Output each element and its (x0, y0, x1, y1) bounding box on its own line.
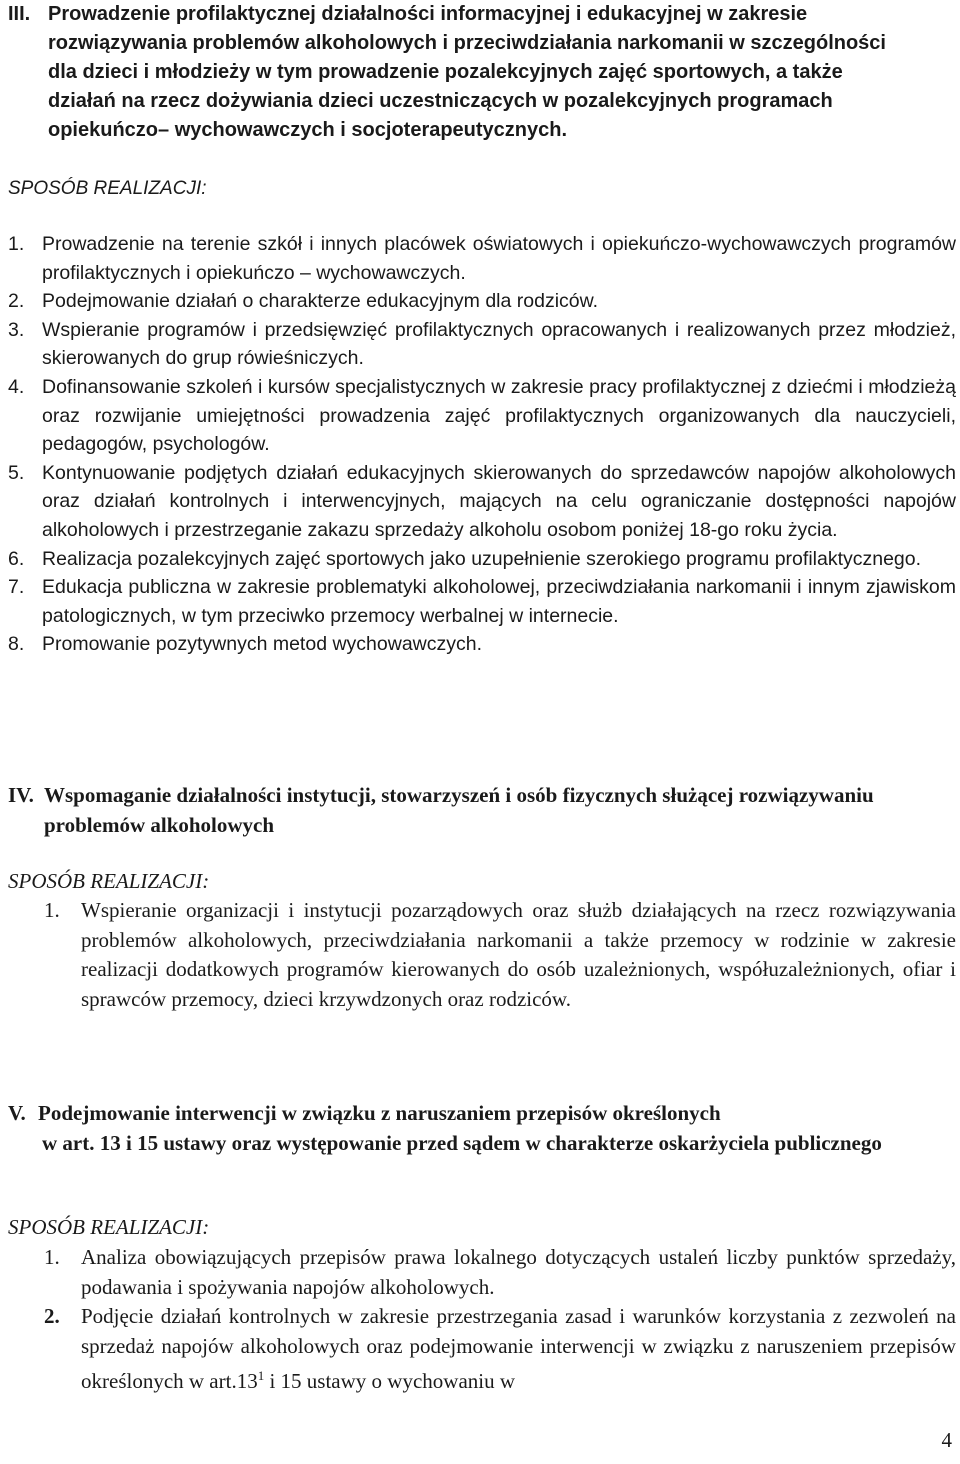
list-item-number: 5. (8, 461, 25, 484)
section-iv-heading (8, 780, 953, 840)
section-v-title-line1: Podejmowanie interwencji w związku z naruszaniem przepisów określonych (38, 1101, 721, 1125)
section-iii-list (8, 230, 956, 659)
list-item (44, 1302, 956, 1397)
list-item-number: 7. (8, 576, 25, 599)
list-item-number: 6. (8, 547, 25, 570)
section-iv-method-label: SPOSÓB REALIZACJI: (8, 869, 210, 893)
list-item-text: Wspieranie programów i przedsięwzięć profilaktycznych opracowanych i realizowanych przez młodzież, skierowanych do grup rówieśniczych. (42, 318, 956, 370)
list-item (44, 1243, 956, 1302)
section-iii-title: Prowadzenie profilaktycznej działalności informacyjnej i edukacyjnej w zakresie rozwiązywania problemów alkoholowych i przeciwdziałania narkomanii w szczególności dla dzieci i młodzieży w tym prowadzenie pozalekcyjnych zajęć sportowych, a także działań na rzecz dożywiania dzieci uczestniczących w pozalekcyjnych programach opiekuńczo– wychowawczych i socjoterapeutycznych. (48, 3, 886, 141)
section-v-method-label: SPOSÓB REALIZACJI: (8, 1215, 210, 1239)
list-item-text: Analiza obowiązujących przepisów prawa lokalnego dotyczących ustaleń liczby punktów sprzedaży, podawania i spożywania napojów alkoholowych. (81, 1245, 956, 1299)
section-v-heading (8, 1098, 953, 1158)
section-iv-list (44, 896, 956, 1014)
section-iii-heading (8, 0, 953, 145)
list-item-number: 1. (44, 1245, 60, 1269)
section-iv-number: IV. (8, 783, 34, 807)
list-item (8, 545, 956, 574)
list-item-number: 3. (8, 318, 25, 341)
list-item-number: 1. (8, 233, 25, 255)
article-superscript: 1 (257, 1368, 265, 1383)
list-item-number: 2. (44, 1304, 60, 1328)
list-item (8, 230, 956, 287)
list-item-text: Promowanie pozytywnych metod wychowawczych. (42, 633, 483, 656)
section-v-number: V. (8, 1101, 26, 1125)
list-item-text: Realizacja pozalekcyjnych zajęć sportowych jako uzupełnienie szerokiego programu profilaktycznego. (42, 547, 922, 570)
list-item-text: Kontynuowanie podjętych działań edukacyjnych skierowanych do sprzedawców napojów alkoholowych oraz działań kontrolnych i interwencyjnych, mających na celu ograniczanie dostępności napojów alkoholowych i przestrzeganie zakazu sprzedaży alkoholu osobom poniżej 18-go roku życia. (42, 461, 956, 541)
list-item (8, 316, 956, 373)
list-item (8, 373, 956, 459)
list-item-number: 4. (8, 375, 25, 398)
section-iii-number: III. (8, 3, 31, 25)
list-item-text: Dofinansowanie szkoleń i kursów specjalistycznych w zakresie pracy profilaktycznej z dziećmi i młodzieżą oraz rozwijanie umiejętności prowadzenia zajęć profilaktycznych organizowanych dla nauczycieli, pedagogów, psychologów. (42, 375, 956, 456)
section-v-list (44, 1243, 956, 1397)
list-item-text (81, 1302, 956, 1397)
section-iii-method-label: SPOSÓB REALIZACJI: (8, 178, 207, 199)
list-item (8, 459, 956, 545)
list-item (44, 896, 956, 1014)
list-item-text: Prowadzenie na terenie szkół i innych placówek oświatowych i opiekuńczo-wychowawczych programów profilaktycznych i opiekuńczo – wychowawczych. (42, 233, 956, 284)
list-item-text-before: Podjęcie działań kontrolnych w zakresie przestrzegania zasad i warunków korzystania z zezwoleń na sprzedaż napojów alkoholowych oraz podejmowanie interwencji w związku z naruszeniem przepisów określonych w art.13 (81, 1304, 956, 1393)
list-item-number: 8. (8, 633, 25, 656)
page-number: 4 (941, 1428, 952, 1452)
list-item (8, 630, 956, 659)
list-item (8, 287, 956, 316)
list-item-number: 1. (44, 898, 60, 922)
list-item-text: Edukacja publiczna w zakresie problematyki alkoholowej, przeciwdziałania narkomanii i innym zjawiskom patologicznych, w tym przeciwko przemocy werbalnej w internecie. (42, 576, 956, 627)
section-v-title-line2: w art. 13 i 15 ustawy oraz występowanie przed sądem w charakterze oskarżyciela publicznego (42, 1131, 882, 1155)
list-item (8, 573, 956, 630)
list-item-text-after: i 15 ustawy o wychowaniu w (264, 1369, 516, 1393)
list-item-text: Wspieranie organizacji i instytucji pozarządowych oraz służb działających na rzecz rozwiązywania problemów alkoholowych, przeciwdziałania narkomanii a także przemocy w rodzinie w zakresie realizacji dodatkowych programów kierowanych do osób uzależnionych, współuzależnionych, ofiar i sprawców przemocy, dzieci krzywdzonych oraz rodziców. (81, 898, 956, 1011)
section-iv-title: Wspomaganie działalności instytucji, stowarzyszeń i osób fizycznych służącej rozwiązywaniu problemów alkoholowych (44, 783, 874, 837)
list-item-text: Podejmowanie działań o charakterze edukacyjnym dla rodziców. (42, 290, 599, 313)
list-item-number: 2. (8, 290, 25, 313)
